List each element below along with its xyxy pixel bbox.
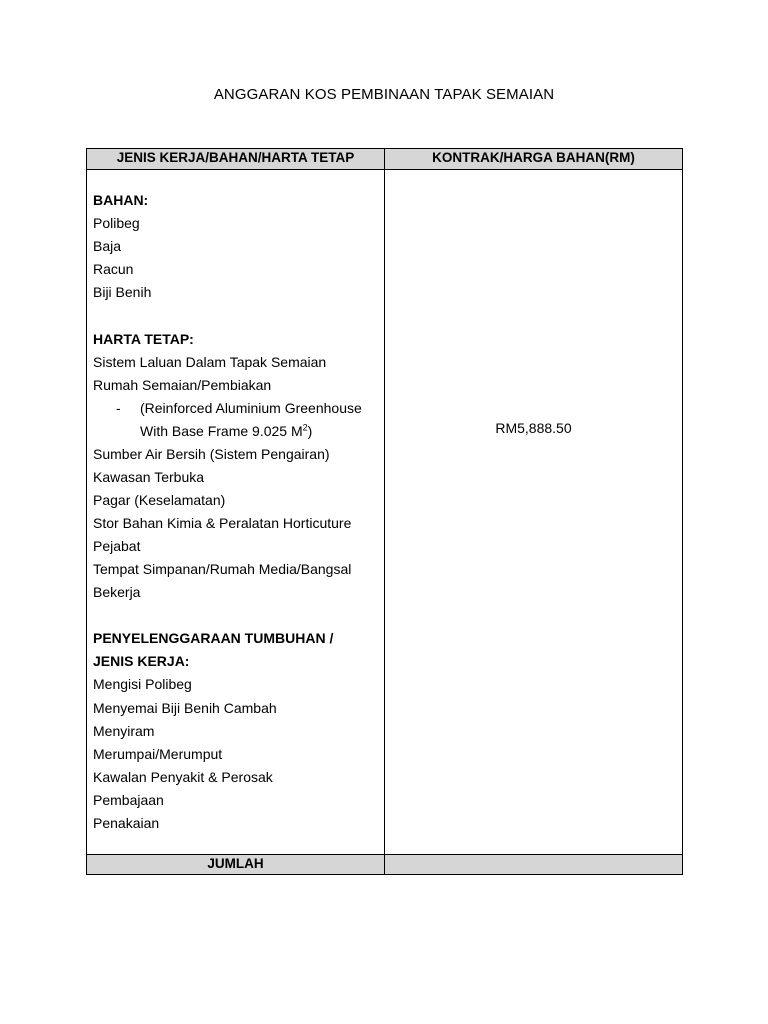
document-title: ANGGARAN KOS PEMBINAAN TAPAK SEMAIAN [213,86,555,103]
list-item: Penakaian [93,815,160,831]
list-item: Mengisi Polibeg [93,676,192,692]
greenhouse-line-2 [140,423,312,439]
header-cell-work-type [87,149,385,169]
table-header-row [87,149,682,170]
list-item: Kawasan Terbuka [93,469,205,485]
table-body-row [87,170,682,854]
items-cell [87,170,385,854]
cost-cell [385,170,682,854]
table-footer-row [87,854,682,874]
list-item: Racun [93,261,134,277]
list-item: Baja [93,238,122,254]
list-item: Merumpai/Merumput [93,746,223,762]
section-heading-penyelenggaraan: PENYELENGGARAAN TUMBUHAN / [93,630,334,646]
greenhouse-line-1: (Reinforced Aluminium Greenhouse [140,400,362,416]
list-item: Menyiram [93,723,155,739]
header-cell-cost [385,149,682,169]
footer-cell-label [87,855,385,874]
list-item: Pagar (Keselamatan) [93,492,226,508]
list-item: Bekerja [93,584,141,600]
greenhouse-superscript: 2 [302,422,308,433]
greenhouse-close-paren: ) [307,423,313,439]
list-item: Pejabat [93,538,141,554]
list-item: Rumah Semaian/Pembiakan [93,377,272,393]
list-item: Sistem Laluan Dalam Tapak Semaian [93,354,327,370]
list-item: Sumber Air Bersih (Sistem Pengairan) [93,446,330,462]
cost-table [86,148,683,875]
section-heading-harta-tetap: HARTA TETAP: [93,331,194,347]
header-label-cost: KONTRAK/HARGA BAHAN(RM) [432,150,635,165]
list-item: Kawalan Penyakit & Perosak [93,769,273,785]
list-item: Tempat Simpanan/Rumah Media/Bangsal [93,561,352,577]
section-heading-bahan: BAHAN: [93,192,149,208]
greenhouse-text: With Base Frame 9.025 M [140,423,303,439]
header-label-work-type: JENIS KERJA/BAHAN/HARTA TETAP [116,150,355,165]
list-item: Menyemai Biji Benih Cambah [93,700,277,716]
greenhouse-cost-value: RM5,888.50 [495,420,572,436]
list-item: Biji Benih [93,284,152,300]
list-dash: - [116,400,121,416]
list-item: Polibeg [93,215,140,231]
list-item: Pembajaan [93,792,164,808]
total-label: JUMLAH [207,856,264,871]
section-heading-jenis-kerja: JENIS KERJA: [93,653,190,669]
footer-cell-value [385,855,682,874]
list-item: Stor Bahan Kimia & Peralatan Horticuture [93,515,352,531]
